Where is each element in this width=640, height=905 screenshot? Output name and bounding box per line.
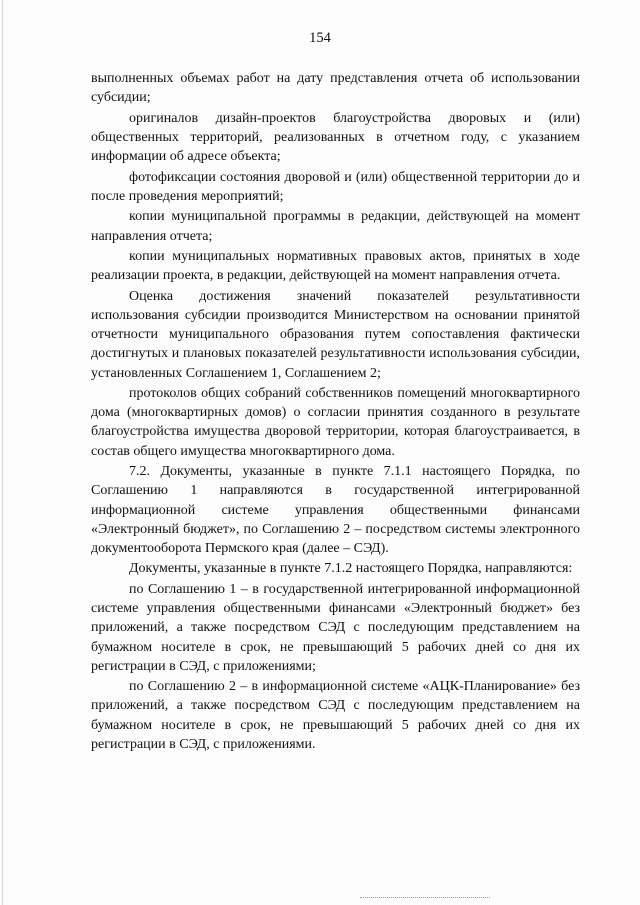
scan-artifact (360, 897, 490, 899)
paragraph-agreement-1: по Соглашению 1 – в государственной интегрированной информационной системе управления общественными финансами «Электронный бюджет» без приложений, а также посредством СЭД с последующим представлением на бумажном носителе в срок, не превышающий 5 рабочих дней со дня их регистрации в СЭД, с приложениями; (91, 581, 580, 674)
paragraph-section-7-2: 7.2. Документы, указанные в пункте 7.1.1 настоящего Порядка, по Соглашению 1 направляются в государственной интегрированной информационной системе управления общественными финансами «Электронный бюджет», по Соглашению 2 – посредством системы электронного документооборота Пермского края (далее – СЭД). (91, 464, 580, 556)
paragraph-agreement-2: по Соглашению 2 – в информационной системе «АЦК-Планирование» без приложений, а также посредством СЭД с последующим представлением на бумажном носителе в срок, не превышающий 5 рабочих дней со дня их регистрации в СЭД, с приложениями. (91, 679, 580, 752)
paragraph-documents-7-1-2: Документы, указанные в пункте 7.1.2 настоящего Порядка, направляются: (129, 561, 573, 577)
page-left-edge (2, 0, 3, 905)
paragraph-owners-meeting-protocols: протоколов общих собраний собственников помещений многоквартирного дома (многоквартирных домов) о согласии принятия созданного в результате благоустройства имущества дворовой территории, которая благоустраивается, в состав общего имущества многоквартирного дома. (91, 386, 580, 459)
paragraph-reporting-volumes: выполненных объемах работ на дату представления отчета об использовании субсидии; (91, 71, 580, 106)
paragraph-photo-fixation: фотофиксации состояния дворовой и (или) общественной территории до и после проведения мероприятий; (91, 169, 580, 204)
paragraph-design-projects: оригиналов дизайн-проектов благоустройства дворовых и (или) общественных территорий, реализованных в отчетном году, с указанием информации об адресе объекта; (91, 110, 580, 165)
paragraph-performance-evaluation: Оценка достижения значений показателей результативности использования субсидии производится Министерством на основании принятой отчетности муниципального образования путем сопоставления фактически достигнутых и плановых показателей результативности использования субсидии, установленных Соглашением 1, Соглашением 2; (91, 288, 580, 381)
document-body (91, 69, 580, 755)
paragraph-municipal-program-copy: копии муниципальной программы в редакции, действующей на момент направления отчета; (91, 209, 580, 244)
page-number: 154 (309, 30, 331, 46)
paragraph-legal-acts-copy: копии муниципальных нормативных правовых актов, принятых в ходе реализации проекта, в редакции, действующей на момент направления отчета. (91, 249, 580, 284)
